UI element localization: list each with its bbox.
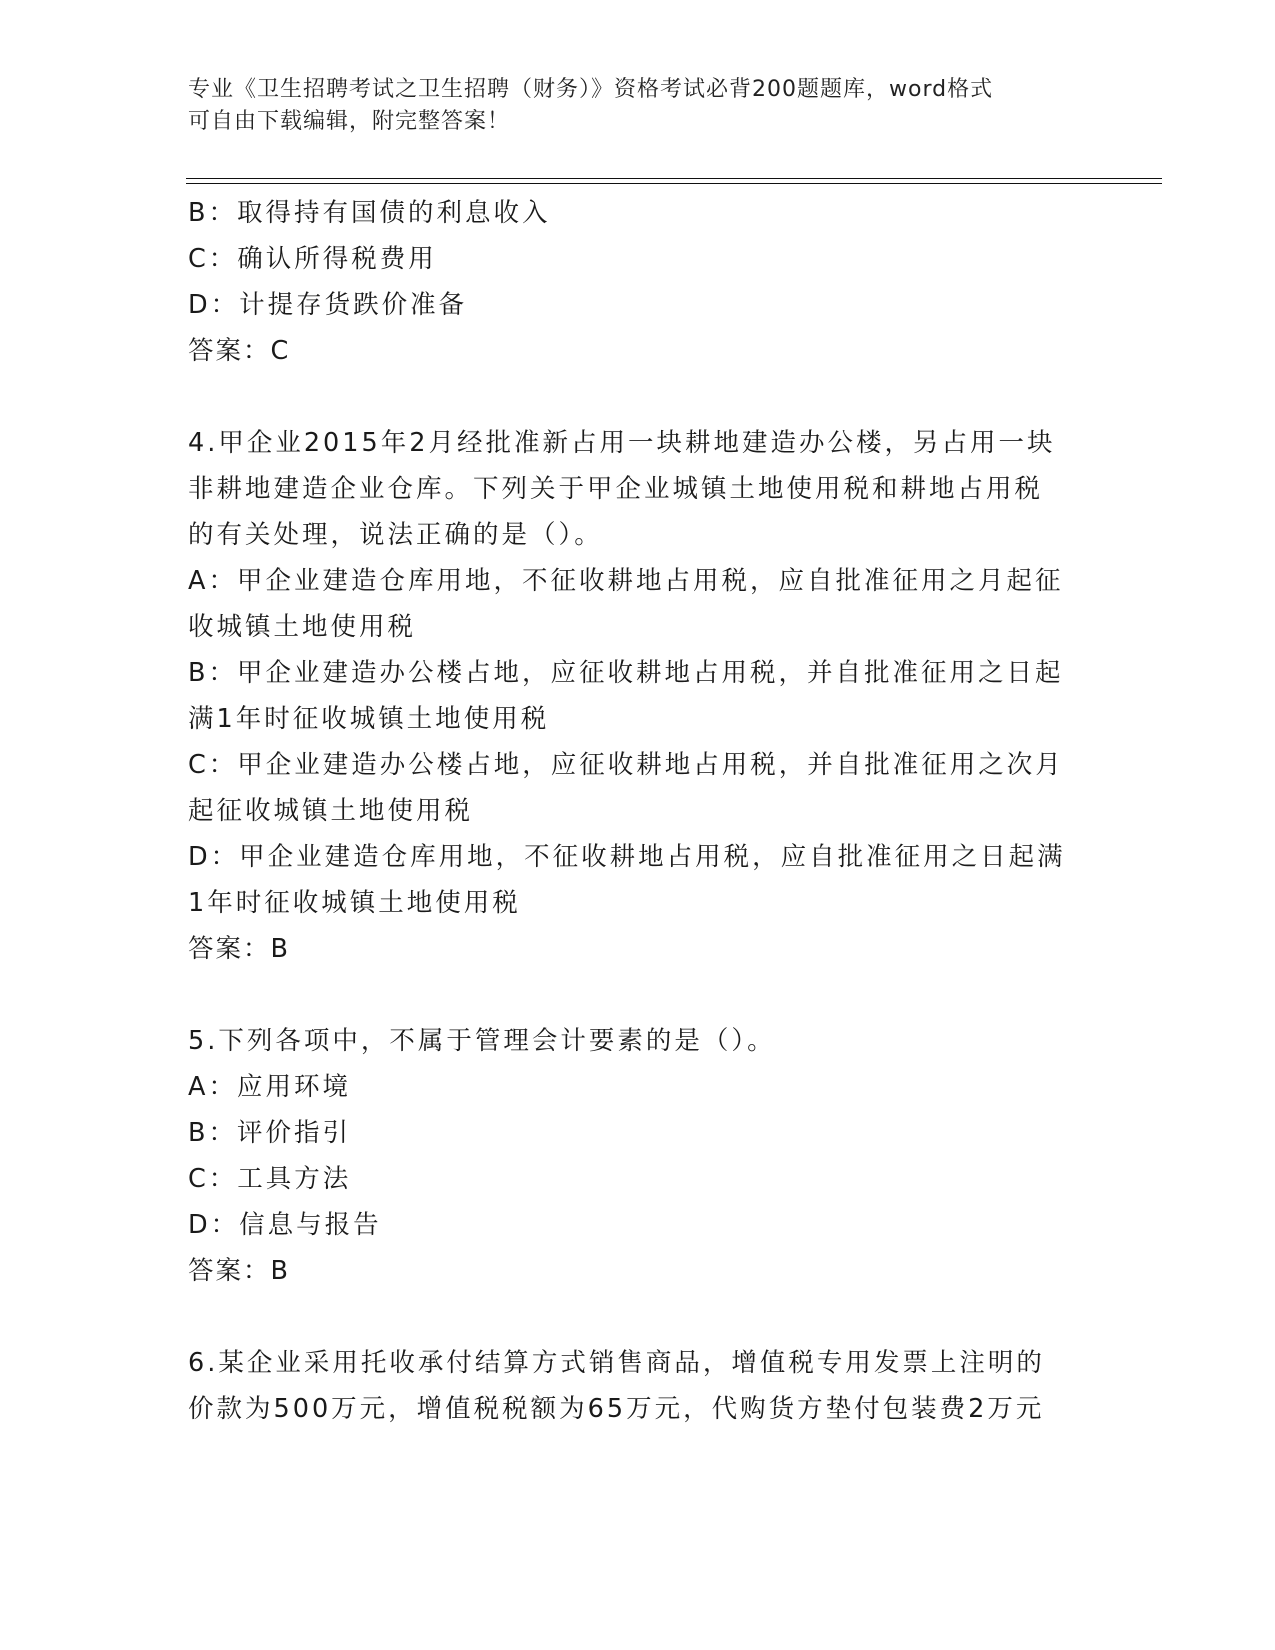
- option-line: D：计提存货跌价准备: [188, 290, 468, 320]
- question-text-line: 价款为500万元，增值税税额为65万元，代购货方垫付包装费2万元: [188, 1394, 1045, 1424]
- question-content: [188, 190, 1088, 1432]
- option-line: D：甲企业建造仓库用地，不征收耕地占用税，应自批准征用之日起满: [188, 842, 1066, 872]
- spacer: [188, 972, 1088, 1018]
- option-line: 1年时征收城镇土地使用税: [188, 888, 521, 918]
- option-line: C：甲企业建造办公楼占地，应征收耕地占用税，并自批准征用之次月: [188, 750, 1064, 780]
- option-line: B：评价指引: [188, 1118, 351, 1148]
- option-line: C：确认所得税费用: [188, 244, 437, 274]
- option-line: 收城镇土地使用税: [188, 612, 417, 642]
- option-line: C：工具方法: [188, 1164, 352, 1194]
- header-title-line-1: 专业《卫生招聘考试之卫生招聘（财务）》资格考试必背200题题库，word格式: [188, 77, 994, 102]
- question-text-line: 的有关处理，说法正确的是（）。: [188, 520, 603, 550]
- answer-line: 答案：B: [188, 1256, 290, 1286]
- option-line: D：信息与报告: [188, 1210, 382, 1240]
- header-title-line-2: 可自由下载编辑，附完整答案！: [188, 109, 511, 134]
- option-line: B：甲企业建造办公楼占地，应征收耕地占用税，并自批准征用之日起: [188, 658, 1064, 688]
- question-text-line: 4.甲企业2015年2月经批准新占用一块耕地建造办公楼，另占用一块: [188, 428, 1056, 458]
- header-divider-top: [186, 178, 1162, 179]
- header-divider-bottom: [186, 183, 1162, 184]
- option-line: 满1年时征收城镇土地使用税: [188, 704, 550, 734]
- answer-line: 答案：C: [188, 336, 291, 366]
- option-line: 起征收城镇土地使用税: [188, 796, 474, 826]
- question-text-line: 非耕地建造企业仓库。下列关于甲企业城镇土地使用税和耕地占用税: [188, 474, 1044, 504]
- option-line: A：甲企业建造仓库用地，不征收耕地占用税，应自批准征用之月起征: [188, 566, 1064, 596]
- answer-line: 答案：B: [188, 934, 290, 964]
- option-line: B：取得持有国债的利息收入: [188, 198, 551, 228]
- spacer: [188, 374, 1088, 420]
- question-text-line: 5.下列各项中，不属于管理会计要素的是（）。: [188, 1026, 776, 1056]
- page-header: [188, 74, 1068, 138]
- question-text-line: 6.某企业采用托收承付结算方式销售商品，增值税专用发票上注明的: [188, 1348, 1045, 1378]
- spacer: [188, 1294, 1088, 1340]
- option-line: A：应用环境: [188, 1072, 351, 1102]
